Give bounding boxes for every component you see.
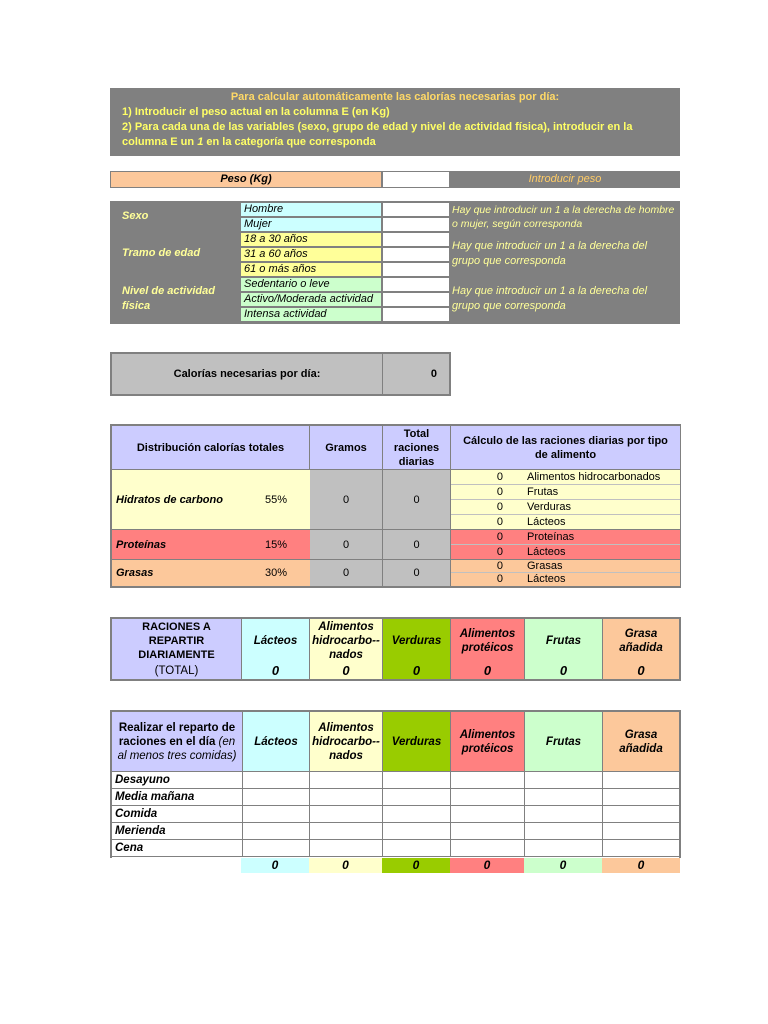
- raciones-repartir-title-cell: [112, 619, 242, 679]
- hidratos-pct: 55%: [265, 493, 288, 506]
- racion-line: [451, 485, 680, 500]
- reparto-cell[interactable]: [310, 806, 383, 823]
- actividad-label: Nivel de actividad física: [122, 285, 215, 312]
- dia-col-verduras: Verduras: [383, 712, 451, 772]
- instructions-step1: 1) Introducir el peso actual en la columna E (en Kg): [122, 106, 390, 118]
- input-hombre[interactable]: [382, 202, 450, 217]
- option-31-60: 31 a 60 años: [240, 247, 382, 262]
- racion-number: 0: [496, 486, 503, 498]
- input-activo[interactable]: [382, 292, 450, 307]
- reparto-cell[interactable]: [451, 840, 525, 857]
- total-lacteos: 0: [241, 858, 309, 873]
- proteinas-pct: 15%: [265, 538, 288, 551]
- option-activo: Activo/Moderada actividad: [240, 292, 382, 307]
- reparto-cell[interactable]: [603, 772, 679, 789]
- racion-line: [451, 530, 680, 545]
- instructions-panel: [110, 88, 680, 156]
- rep-col-value: 0: [559, 663, 568, 678]
- rep-col-value: 0: [342, 663, 350, 678]
- grasas-pct: 30%: [265, 567, 288, 579]
- reparto-cell[interactable]: [383, 789, 451, 806]
- total-verduras: 0: [382, 858, 450, 873]
- peso-input-cell[interactable]: [382, 171, 450, 188]
- reparto-cell[interactable]: [525, 806, 603, 823]
- option-sedentario: Sedentario o leve: [240, 277, 382, 292]
- peso-hint: Introducir peso: [450, 171, 680, 188]
- header-distribucion: Distribución calorías totales: [112, 426, 310, 470]
- rep-col-grasa: [603, 619, 679, 679]
- instructions-step2: 2) Para cada una de las variables (sexo, grupo de edad y nivel de actividad física), introducir en la: [122, 121, 633, 133]
- reparto-cell[interactable]: [383, 823, 451, 840]
- calorias-label: Calorías necesarias por día:: [112, 354, 383, 394]
- racion-number: 0: [496, 501, 503, 513]
- proteinas-gramos: 0: [310, 530, 383, 560]
- reparto-dia-subtitle: (en al menos tres comidas): [117, 735, 237, 762]
- rep-col-value: 0: [271, 663, 280, 678]
- raciones-repartir-table: [110, 617, 681, 681]
- meal-cena: Cena: [112, 840, 243, 857]
- row-proteinas: [112, 530, 310, 560]
- reparto-cell[interactable]: [603, 806, 679, 823]
- grasas-gramos: 0: [310, 560, 383, 586]
- header-gramos: Gramos: [310, 426, 383, 470]
- input-18-30[interactable]: [382, 232, 450, 247]
- rep-col-value: 0: [412, 663, 421, 678]
- racion-line: [451, 500, 680, 515]
- racion-label: Verduras: [527, 501, 572, 513]
- reparto-cell[interactable]: [243, 806, 310, 823]
- rep-col-label: Grasa añadida: [619, 628, 663, 654]
- reparto-cell[interactable]: [525, 772, 603, 789]
- meal-merienda: Merienda: [112, 823, 243, 840]
- meal-comida: Comida: [112, 806, 243, 823]
- option-mujer: Mujer: [240, 217, 382, 232]
- reparto-cell[interactable]: [451, 823, 525, 840]
- racion-number: 0: [496, 471, 503, 483]
- dia-col-lacteos: Lácteos: [243, 712, 310, 772]
- rep-col-label: Alimentos protéicos: [459, 628, 516, 654]
- reparto-cell[interactable]: [451, 806, 525, 823]
- header-calculo: Cálculo de las raciones diarias por tipo de alimento: [451, 426, 680, 470]
- proteinas-total: 0: [383, 530, 451, 560]
- option-hombre: Hombre: [240, 202, 382, 217]
- racion-number: 0: [496, 546, 503, 558]
- racion-label: Frutas: [527, 486, 559, 498]
- option-intensa: Intensa actividad: [240, 307, 382, 322]
- raciones-repartir-total-label: (TOTAL): [154, 665, 199, 677]
- rep-col-label: Alimentos hidrocarbo--nados: [312, 621, 380, 661]
- grasas-total: 0: [383, 560, 451, 586]
- racion-label: Lácteos: [527, 546, 566, 558]
- sexo-hint: Hay que introducir un 1 a la derecha de hombre o mujer, según corresponda: [452, 204, 675, 230]
- total-frutas: 0: [524, 858, 602, 873]
- reparto-cell[interactable]: [310, 772, 383, 789]
- racion-label: Lácteos: [527, 516, 566, 528]
- reparto-dia-title-text: [114, 721, 240, 763]
- hidratos-gramos: 0: [310, 470, 383, 530]
- reparto-cell[interactable]: [383, 772, 451, 789]
- reparto-cell[interactable]: [383, 806, 451, 823]
- step2b-number: 1: [197, 136, 204, 148]
- reparto-cell[interactable]: [310, 823, 383, 840]
- option-18-30: 18 a 30 años: [240, 232, 382, 247]
- edad-hint: Hay que introducir un 1 a la derecha del grupo que corresponda: [452, 240, 648, 267]
- calorias-box: [110, 352, 451, 396]
- step2b-text-end: en la categoría que corresponda: [203, 136, 376, 148]
- reparto-cell[interactable]: [243, 789, 310, 806]
- reparto-cell[interactable]: [243, 772, 310, 789]
- dia-col-frutas: Frutas: [525, 712, 603, 772]
- racion-number: 0: [496, 573, 503, 585]
- input-mujer[interactable]: [382, 217, 450, 232]
- reparto-cell[interactable]: [310, 789, 383, 806]
- edad-label: Tramo de edad: [122, 247, 201, 259]
- racion-label: Grasas: [527, 560, 563, 572]
- racion-line: [451, 515, 680, 530]
- reparto-cell[interactable]: [603, 823, 679, 840]
- rep-col-value: 0: [637, 663, 645, 678]
- reparto-cell[interactable]: [525, 840, 603, 857]
- raciones-repartir-title: RACIONES A REPARTIR DIARIAMENTE: [138, 621, 215, 661]
- racion-line: [451, 545, 680, 560]
- racion-label: Proteínas: [527, 531, 575, 543]
- dia-col-hidrocarbonados: Alimentos hidrocarbo--nados: [310, 712, 383, 772]
- meal-media-manana: Media mañana: [112, 789, 243, 806]
- step2b-text: columna E un: [122, 136, 198, 148]
- rep-col-verduras: [383, 619, 451, 679]
- racion-number: 0: [496, 516, 503, 528]
- reparto-cell[interactable]: [603, 789, 679, 806]
- reparto-cell[interactable]: [243, 823, 310, 840]
- rep-col-hidrocarbonados: [310, 619, 383, 679]
- grasas-name: Grasas: [116, 567, 154, 579]
- reparto-cell[interactable]: [525, 823, 603, 840]
- racion-line: [451, 470, 680, 485]
- proteinas-name: Proteínas: [116, 538, 167, 551]
- row-hidratos: [112, 470, 310, 530]
- sexo-label: Sexo: [122, 210, 149, 222]
- rep-col-proteicos: [451, 619, 525, 679]
- reparto-cell[interactable]: [451, 772, 525, 789]
- racion-label: Alimentos hidrocarbonados: [527, 471, 661, 483]
- reparto-cell[interactable]: [310, 840, 383, 857]
- input-intensa[interactable]: [382, 307, 450, 322]
- racion-line: [451, 560, 680, 573]
- instructions-title: Para calcular automáticamente las calorías necesarias por día:: [230, 91, 560, 103]
- racion-line: [451, 573, 680, 586]
- rep-col-label: Frutas: [545, 635, 582, 647]
- racion-number: 0: [496, 531, 503, 543]
- peso-label: Peso (Kg): [110, 171, 382, 188]
- rep-col-value: 0: [483, 663, 492, 678]
- meal-desayuno: Desayuno: [112, 772, 243, 789]
- hidratos-name: Hidratos de carbono: [116, 493, 223, 506]
- calorias-value: 0: [430, 368, 437, 380]
- reparto-dia-title-cell: [112, 712, 243, 772]
- instructions-step2b: [122, 135, 668, 150]
- total-grasa: 0: [602, 858, 680, 873]
- row-grasas: [112, 560, 310, 586]
- option-61-mas: 61 o más años: [240, 262, 382, 277]
- reparto-dia-title: Realizar el reparto de raciones en el día: [118, 721, 236, 748]
- header-total-raciones: Total raciones diarias: [383, 426, 451, 470]
- rep-col-frutas: [525, 619, 603, 679]
- racion-label: Lácteos: [527, 573, 566, 585]
- reparto-cell[interactable]: [525, 789, 603, 806]
- racion-number: 0: [496, 560, 503, 572]
- actividad-hint: Hay que introducir un 1 a la derecha del grupo que corresponda: [452, 285, 648, 312]
- input-31-60[interactable]: [382, 247, 450, 262]
- reparto-cell[interactable]: [383, 840, 451, 857]
- variables-panel: [110, 201, 680, 324]
- rep-col-label: Verduras: [391, 635, 442, 647]
- rep-col-label: Lácteos: [253, 635, 298, 647]
- total-hidrocarbonados: 0: [309, 858, 382, 873]
- dia-col-grasa: Grasa añadida: [603, 712, 679, 772]
- reparto-cell[interactable]: [243, 840, 310, 857]
- reparto-dia-table: [110, 710, 681, 858]
- rep-col-lacteos: [242, 619, 310, 679]
- reparto-cell[interactable]: [451, 789, 525, 806]
- reparto-cell[interactable]: [603, 840, 679, 857]
- hidratos-total: 0: [383, 470, 451, 530]
- total-proteicos: 0: [450, 858, 524, 873]
- input-61-mas[interactable]: [382, 262, 450, 277]
- distribucion-table: [110, 424, 681, 588]
- dia-col-proteicos: Alimentos protéicos: [451, 712, 525, 772]
- input-sedentario[interactable]: [382, 277, 450, 292]
